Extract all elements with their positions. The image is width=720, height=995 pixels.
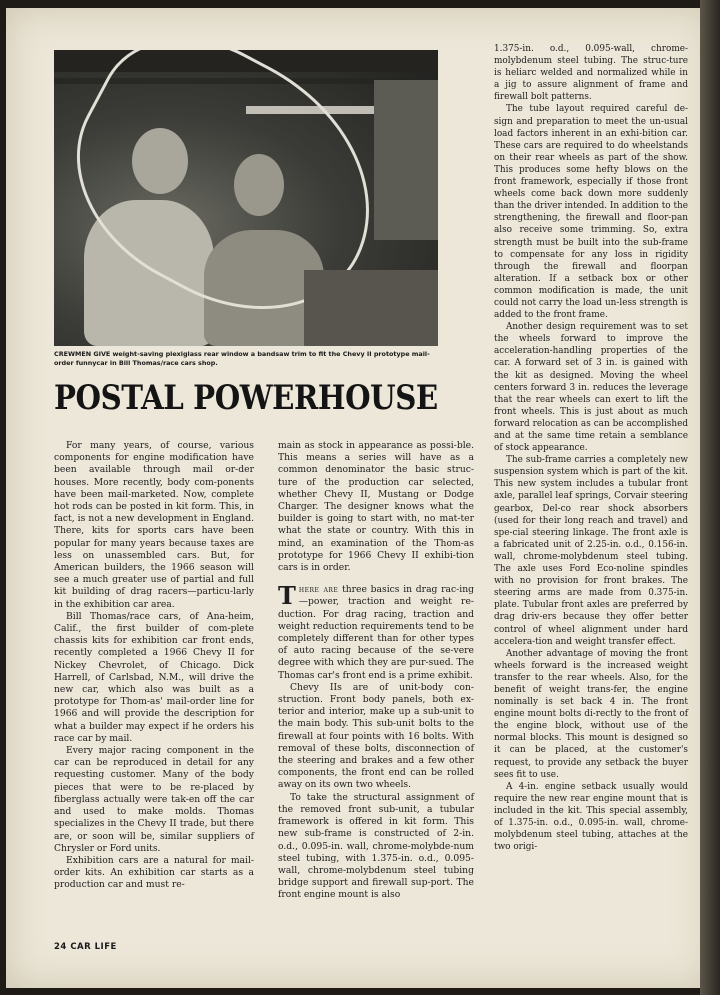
paragraph-dropcap [278, 581, 474, 682]
page-number: 24 [54, 942, 67, 952]
drop-cap: T [278, 581, 296, 611]
paragraph: A 4-in. engine setback usually would require the new rear engine mount that is included in the kit. This special assembly, of 1.375-in. o.d., 0.095-in. wall, chrome-molybdenum steel tubing, attaches at the two origi- [494, 781, 688, 853]
paragraph: The sub-frame carries a completely new suspension system which is part of the kit. This new system includes a tubular front axle, parallel leaf springs, Corvair steering gearbox, Del-co rear shock absorbers (used for their long reach and travel) and spe-cial steering linkage. The front axle is a fabricated unit of 2.25-in. o.d., 0.156-in. wall, chrome-molybdenum steel tubing. The axle uses Ford Eco-noline spindles with no provision for front brakes. The steering arms are made from 0.375-in. plate. Tubular front axles are preferred by drag driv-ers because they offer better control of wheel alignment under hard accelera-tion and weight transfer effect. [494, 455, 688, 647]
lead-in: here are [298, 584, 339, 596]
paragraph: Another design requirement was to set the wheels forward to improve the acceleration-handling properties of the car. A forward set of 3 in. is gained with the kit as designed. Moving the wheel centers forward 3 in. reduces the leverage that the rear wheels can exert to lift the front wheels. This is just about as much forward relocation as can be accomplished and at the same time retain a semblance of stock appearance. [494, 322, 688, 454]
page-folio [54, 942, 117, 952]
article-headline: POSTAL POWERHOUSE [54, 378, 438, 418]
paragraph: Chevy IIs are of unit-body con-struction. Front body panels, both ex-terior and interior, make up a sub-unit to the main body. This sub-unit bolts to the firewall at four points with 16 bolts. With removal of these bolts, disconnection of the steering and brakes and a few other components, the front end can be rolled away on its own two wheels. [278, 681, 474, 791]
paragraph: 1.375-in. o.d., 0.095-wall, chrome-molybdenum steel tubing. The struc-ture is heliarc welded and normalized while in a jig to assure alignment of frame and firewall bolt patterns. [494, 44, 688, 103]
photo-caption: CREWMEN GIVE weight-saving plexiglass rear window a bandsaw trim to fit the Chevy II prototype mail-order funnycar in Bill Thomas/race cars shop. [54, 350, 430, 367]
paragraph: Exhibition cars are a natural for mail-order kits. An exhibition car starts as a production car and must re- [54, 854, 254, 891]
magazine-page [6, 8, 712, 988]
paragraph: To take the structural assignment of the removed front sub-unit, a tubular framework is offered in kit form. This new sub-frame is constructed of 2-in. o.d., 0.095-in. wall, chrome-molybde-num steel tubing, with 1.375-in. o.d., 0.095-wall, chrome-molybdenum steel tubing bridge support and firewall sup-port. The front engine mount is also [278, 791, 474, 901]
article-column-1 [54, 440, 254, 892]
page-edge-shadow [700, 0, 720, 995]
paragraph: Another advantage of moving the front wheels forward is the increased weight transfer to the rear wheels. Also, for the benefit of weight trans-fer, the engine nominally is set back 4 in. The front engine mount bolts di-rectly to the front of the engine block, without use of the normal blocks. This mount is designed so it can be placed, at the customer's request, to provide any setback the buyer sees fit to use. [494, 648, 688, 780]
article-column-3 [494, 43, 688, 853]
article-photo [54, 50, 438, 346]
article-column-2 [278, 440, 474, 902]
paragraph: Bill Thomas/race cars, of Ana-heim, Calif., the first builder of com-plete chassis kits for exhibition car front ends, recently completed a 1966 Chevy II for Nickey Chevrolet, of Chicago. Dick Harrell, of Carlsbad, N.M., will drive the new car, which also was built as a prototype for Thom-as' mail-order line for 1966 and will provide the description for what a builder may expect if he orders his race car by mail. [54, 610, 254, 744]
paragraph-text: three basics in drag rac-ing—power, traction and weight re-duction. For drag racing, traction and weight reduction requirements tend to be completely different than for other types of auto racing because of the se-vere degree with which they are pur-sued. The Thomas car's front end is a prime exhibit. [278, 584, 474, 681]
magazine-name: CAR LIFE [70, 942, 117, 952]
paragraph: main as stock in appearance as possi-ble. This means a series will have as a common denominator the basic struc-ture of the production car selected, whether Chevy II, Mustang or Dodge Charger. The designer knows what the builder is going to start with, no mat-ter what the state or country. With this in mind, an examination of the Thom-as prototype for 1966 Chevy II exhibi-tion cars is in order. [278, 440, 474, 574]
paragraph: Every major racing component in the car can be reproduced in detail for any requesting customer. Many of the body pieces that were to be re-placed by fiberglass actually were tak-en off the car and used to make molds. Thomas specializes in the Chevy II trade, but there are, or soon will be, similar suppliers of Chrysler or Ford units. [54, 745, 254, 854]
paragraph: For many years, of course, various components for engine modification have been available through mail or-der houses. More recently, body com-ponents have been mail-marketed. Now, complete hot rods can be posted in kit form. This, in fact, is not a new development in England. There, kits for sports cars have been popular for many years because taxes are less on unassembled cars. But, for American builders, the 1966 season will see a much greater use of partial and full kit building of drag racers—particu-larly in the exhibition car area. [54, 440, 254, 610]
paragraph: The tube layout required careful de-sign and preparation to meet the un-usual load factors inherent in an exhi-bition car. These cars are required to do wheelstands on their rear wheels as part of the show. This produces some hefty blows on the front framework, especially if those front wheels come back down more suddenly than the driver intended. In addition to the strengthening, the firewall and floor-pan also receive some trimming. So, extra strength must be built into the sub-frame to compensate for any loss in rigidity through the firewall and floorpan alteration. If a setback box or other common modification is made, the unit could not carry the load un-less strength is added to the front frame. [494, 104, 688, 321]
